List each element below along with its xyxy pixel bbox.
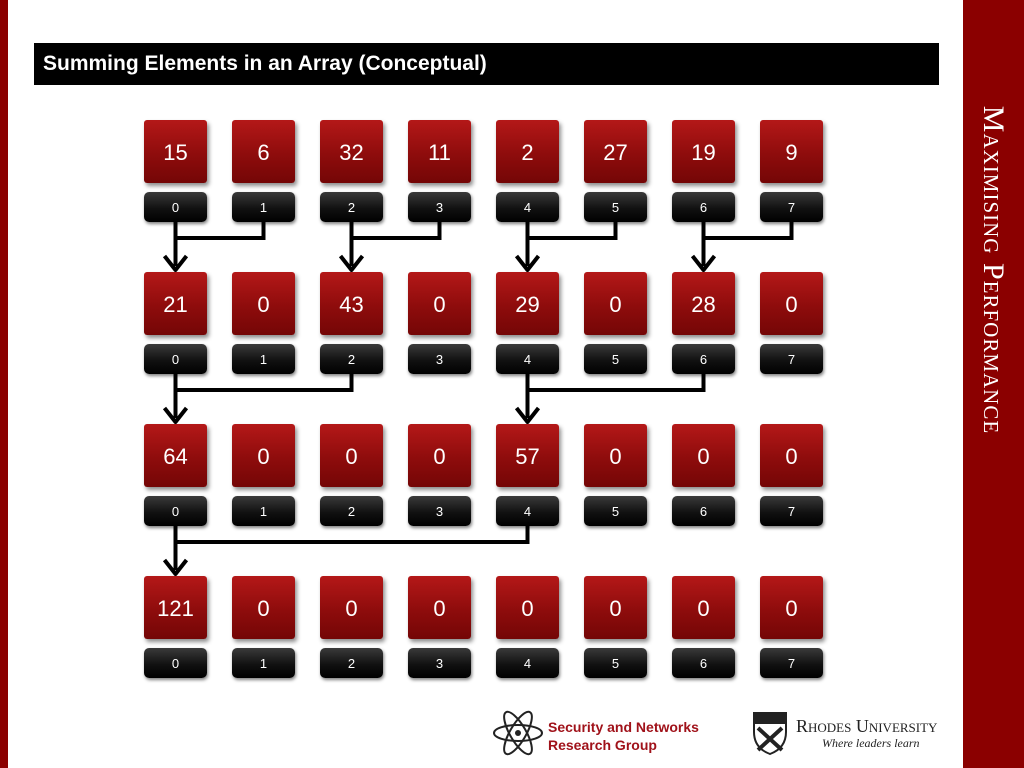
- array-cell: 0: [496, 576, 559, 639]
- reduction-connector: [704, 222, 792, 266]
- index-cell: 1: [232, 496, 295, 526]
- index-cell: 2: [320, 648, 383, 678]
- reduction-connector: [528, 374, 704, 418]
- index-cell: 6: [672, 648, 735, 678]
- group-name-line2: Research Group: [548, 737, 657, 753]
- university-name: Rhodes University: [796, 716, 938, 736]
- array-cell: 0: [408, 272, 471, 335]
- reduction-connector: [176, 526, 528, 570]
- array-cell: 2: [496, 120, 559, 183]
- index-cell: 7: [760, 344, 823, 374]
- index-cell: 6: [672, 344, 735, 374]
- index-cell: 5: [584, 344, 647, 374]
- array-cell: 0: [584, 576, 647, 639]
- index-cell: 4: [496, 192, 559, 222]
- array-cell: 27: [584, 120, 647, 183]
- index-cell: 2: [320, 192, 383, 222]
- array-cell: 0: [760, 424, 823, 487]
- array-cell: 121: [144, 576, 207, 639]
- array-cell: 0: [408, 424, 471, 487]
- array-cell: 43: [320, 272, 383, 335]
- index-cell: 6: [672, 192, 735, 222]
- snrg-logo: [490, 708, 740, 758]
- array-cell: 0: [232, 424, 295, 487]
- array-cell: 0: [320, 576, 383, 639]
- array-cell: 19: [672, 120, 735, 183]
- index-cell: 2: [320, 496, 383, 526]
- index-cell: 6: [672, 496, 735, 526]
- index-cell: 5: [584, 192, 647, 222]
- array-cell: 0: [760, 272, 823, 335]
- array-cell: 0: [672, 576, 735, 639]
- index-cell: 1: [232, 192, 295, 222]
- atom-icon: [490, 708, 546, 758]
- array-cell: 64: [144, 424, 207, 487]
- rhodes-logo: [750, 708, 950, 758]
- slide-title: Summing Elements in an Array (Conceptual): [43, 52, 487, 75]
- array-cell: 0: [760, 576, 823, 639]
- array-cell: 0: [672, 424, 735, 487]
- index-cell: 3: [408, 192, 471, 222]
- array-cell: 11: [408, 120, 471, 183]
- index-cell: 3: [408, 496, 471, 526]
- index-cell: 4: [496, 648, 559, 678]
- array-cell: 0: [408, 576, 471, 639]
- index-cell: 0: [144, 496, 207, 526]
- index-cell: 1: [232, 648, 295, 678]
- array-cell: 0: [232, 272, 295, 335]
- array-cell: 9: [760, 120, 823, 183]
- array-cell: 29: [496, 272, 559, 335]
- array-cell: 28: [672, 272, 735, 335]
- array-cell: 0: [232, 576, 295, 639]
- array-cell: 21: [144, 272, 207, 335]
- index-cell: 0: [144, 344, 207, 374]
- university-motto: Where leaders learn: [822, 736, 920, 750]
- array-cell: 15: [144, 120, 207, 183]
- index-cell: 0: [144, 192, 207, 222]
- index-cell: 5: [584, 648, 647, 678]
- array-cell: 57: [496, 424, 559, 487]
- array-cell: 0: [584, 424, 647, 487]
- index-cell: 7: [760, 496, 823, 526]
- array-cell: 6: [232, 120, 295, 183]
- index-cell: 5: [584, 496, 647, 526]
- array-cell: 32: [320, 120, 383, 183]
- side-title: Maximising Performance: [977, 105, 1010, 435]
- reduction-connector: [352, 222, 440, 266]
- array-cell: 0: [584, 272, 647, 335]
- array-cell: 0: [320, 424, 383, 487]
- index-cell: 4: [496, 344, 559, 374]
- index-cell: 2: [320, 344, 383, 374]
- index-cell: 1: [232, 344, 295, 374]
- index-cell: 3: [408, 344, 471, 374]
- reduction-connector: [176, 222, 264, 266]
- index-cell: 7: [760, 648, 823, 678]
- index-cell: 3: [408, 648, 471, 678]
- index-cell: 0: [144, 648, 207, 678]
- reduction-connector: [528, 222, 616, 266]
- group-name-line1: Security and Networks: [548, 719, 699, 735]
- index-cell: 4: [496, 496, 559, 526]
- reduction-connector: [176, 374, 352, 418]
- crest-icon: [750, 710, 790, 756]
- index-cell: 7: [760, 192, 823, 222]
